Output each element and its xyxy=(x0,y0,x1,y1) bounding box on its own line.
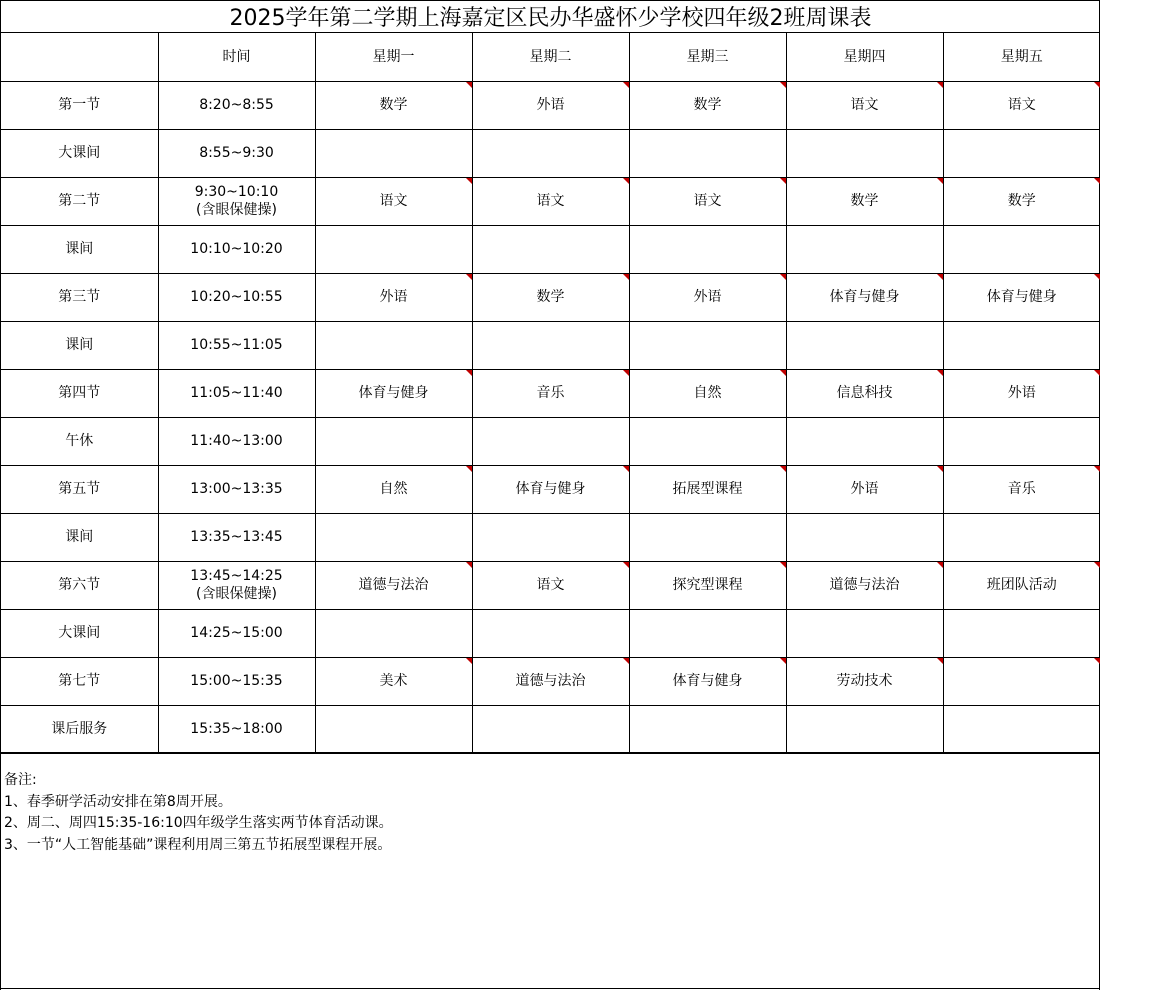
subject-text: 数学 xyxy=(379,97,408,113)
comment-indicator-icon[interactable] xyxy=(623,658,629,664)
comment-indicator-icon[interactable] xyxy=(466,82,472,88)
period-time: 13:45~14:25 xyxy=(190,568,283,584)
notes-heading: 备注: xyxy=(4,772,37,788)
period-time: 10:20~10:55 xyxy=(190,289,283,305)
header-time[interactable]: 时间 xyxy=(158,33,315,81)
timetable-row xyxy=(1,705,1100,753)
period-time: 10:10~10:20 xyxy=(190,241,283,257)
subject-cell-fri[interactable] xyxy=(943,513,1100,561)
comment-indicator-icon[interactable] xyxy=(780,178,786,184)
subject-cell-tue[interactable] xyxy=(472,513,629,561)
subject-cell-tue[interactable] xyxy=(472,81,629,129)
subject-cell-mon[interactable] xyxy=(315,177,472,225)
comment-indicator-icon[interactable] xyxy=(937,178,943,184)
subject-text: 体育与健身 xyxy=(672,673,743,689)
notes-section[interactable] xyxy=(1,769,1100,989)
subject-text: 道德与法治 xyxy=(515,673,586,689)
subject-cell-thu[interactable] xyxy=(786,705,943,753)
subject-text: 数学 xyxy=(1007,193,1036,209)
subject-cell-wed[interactable] xyxy=(629,321,786,369)
period-label-cell[interactable]: 第七节 xyxy=(1,657,158,705)
comment-indicator-icon[interactable] xyxy=(1094,178,1100,184)
period-time: 15:00~15:35 xyxy=(190,673,283,689)
subject-cell-thu[interactable] xyxy=(786,129,943,177)
comment-indicator-icon[interactable] xyxy=(937,658,943,664)
period-time: 11:05~11:40 xyxy=(190,385,283,401)
period-label-cell[interactable]: 课间 xyxy=(1,321,158,369)
subject-cell-fri[interactable] xyxy=(943,273,1100,321)
subject-cell-thu[interactable] xyxy=(786,81,943,129)
comment-indicator-icon[interactable] xyxy=(780,466,786,472)
period-label-cell[interactable]: 大课间 xyxy=(1,129,158,177)
header-day-fri[interactable]: 星期五 xyxy=(943,33,1100,81)
timetable-row xyxy=(1,513,1100,561)
period-time-cell[interactable] xyxy=(158,369,315,417)
period-time-cell[interactable] xyxy=(158,177,315,225)
corner-cell[interactable] xyxy=(1,33,158,81)
timetable-row xyxy=(1,273,1100,321)
timetable-row xyxy=(1,81,1100,129)
subject-cell-mon[interactable] xyxy=(315,81,472,129)
period-time-cell[interactable] xyxy=(158,81,315,129)
period-time-cell[interactable] xyxy=(158,657,315,705)
subject-cell-wed[interactable] xyxy=(629,177,786,225)
period-time-cell[interactable] xyxy=(158,321,315,369)
subject-cell-thu[interactable] xyxy=(786,657,943,705)
subject-text: 语文 xyxy=(379,193,408,209)
subject-cell-thu[interactable] xyxy=(786,561,943,609)
comment-indicator-icon[interactable] xyxy=(623,370,629,376)
period-label-cell[interactable]: 第六节 xyxy=(1,561,158,609)
subject-text: 自然 xyxy=(693,385,722,401)
timetable-row xyxy=(1,609,1100,657)
header-row xyxy=(1,33,1100,81)
subject-cell-thu[interactable] xyxy=(786,321,943,369)
subject-cell-mon[interactable] xyxy=(315,369,472,417)
comment-indicator-icon[interactable] xyxy=(937,466,943,472)
comment-indicator-icon[interactable] xyxy=(937,562,943,568)
timetable-row xyxy=(1,369,1100,417)
subject-text: 外语 xyxy=(1007,385,1036,401)
subject-cell-mon[interactable] xyxy=(315,465,472,513)
period-time-cell[interactable] xyxy=(158,705,315,753)
comment-indicator-icon[interactable] xyxy=(1094,658,1100,664)
subject-cell-mon[interactable] xyxy=(315,225,472,273)
period-time: 9:30~10:10 xyxy=(194,184,279,200)
period-time: 8:55~9:30 xyxy=(199,145,274,161)
note-item: 1、春季研学活动安排在第8周开展。 xyxy=(4,793,232,810)
subject-cell-tue[interactable] xyxy=(472,561,629,609)
subject-cell-mon[interactable] xyxy=(315,417,472,465)
subject-cell-tue[interactable] xyxy=(472,129,629,177)
comment-indicator-icon[interactable] xyxy=(780,82,786,88)
comment-indicator-icon[interactable] xyxy=(780,658,786,664)
subject-cell-fri[interactable] xyxy=(943,417,1100,465)
subject-cell-wed[interactable] xyxy=(629,705,786,753)
period-time-cell[interactable] xyxy=(158,465,315,513)
comment-indicator-icon[interactable] xyxy=(1094,562,1100,568)
subject-text: 数学 xyxy=(850,193,879,209)
note-item: 3、一节“人工智能基础”课程利用周三第五节拓展型课程开展。 xyxy=(4,836,392,853)
subject-cell-thu[interactable] xyxy=(786,609,943,657)
subject-cell-mon[interactable] xyxy=(315,705,472,753)
comment-indicator-icon[interactable] xyxy=(1094,466,1100,472)
subject-cell-fri[interactable] xyxy=(943,225,1100,273)
subject-cell-tue[interactable] xyxy=(472,273,629,321)
subject-text: 数学 xyxy=(693,97,722,113)
period-time: 15:35~18:00 xyxy=(190,720,283,737)
subject-cell-tue[interactable] xyxy=(472,177,629,225)
subject-text: 道德与法治 xyxy=(358,577,429,593)
period-label-cell[interactable]: 第一节 xyxy=(1,81,158,129)
subject-text: 外语 xyxy=(693,289,722,305)
period-time: 13:35~13:45 xyxy=(190,529,283,545)
comment-indicator-icon[interactable] xyxy=(1094,82,1100,88)
timetable-row xyxy=(1,465,1100,513)
comment-indicator-icon[interactable] xyxy=(466,658,472,664)
subject-cell-tue[interactable] xyxy=(472,417,629,465)
subject-cell-mon[interactable] xyxy=(315,273,472,321)
subject-cell-wed[interactable] xyxy=(629,273,786,321)
subject-text: 道德与法治 xyxy=(829,577,900,593)
subject-cell-fri[interactable] xyxy=(943,177,1100,225)
subject-cell-mon[interactable] xyxy=(315,321,472,369)
subject-cell-thu[interactable] xyxy=(786,417,943,465)
comment-indicator-icon[interactable] xyxy=(1094,274,1100,280)
subject-text: 语文 xyxy=(693,193,722,209)
subject-cell-tue[interactable] xyxy=(472,465,629,513)
subject-cell-fri[interactable] xyxy=(943,129,1100,177)
period-time-cell[interactable] xyxy=(158,561,315,609)
subject-cell-wed[interactable] xyxy=(629,369,786,417)
comment-indicator-icon[interactable] xyxy=(1094,370,1100,376)
subject-cell-tue[interactable] xyxy=(472,369,629,417)
subject-cell-thu[interactable] xyxy=(786,225,943,273)
period-label-cell[interactable]: 课后服务 xyxy=(1,705,158,753)
subject-cell-fri[interactable] xyxy=(943,609,1100,657)
header-day-mon[interactable]: 星期一 xyxy=(315,33,472,81)
header-day-thu[interactable]: 星期四 xyxy=(786,33,943,81)
comment-indicator-icon[interactable] xyxy=(780,370,786,376)
subject-text: 语文 xyxy=(1007,97,1036,113)
comment-indicator-icon[interactable] xyxy=(623,466,629,472)
timetable-row xyxy=(1,417,1100,465)
subject-cell-wed[interactable] xyxy=(629,513,786,561)
period-time-cell[interactable] xyxy=(158,225,315,273)
subject-cell-wed[interactable] xyxy=(629,561,786,609)
period-label-cell[interactable]: 第二节 xyxy=(1,177,158,225)
subject-cell-thu[interactable] xyxy=(786,273,943,321)
timetable-row xyxy=(1,225,1100,273)
subject-cell-wed[interactable] xyxy=(629,129,786,177)
header-day-wed[interactable]: 星期三 xyxy=(629,33,786,81)
subject-cell-tue[interactable] xyxy=(472,705,629,753)
period-time-cell[interactable] xyxy=(158,417,315,465)
comment-indicator-icon[interactable] xyxy=(623,178,629,184)
subject-text: 外语 xyxy=(379,289,408,305)
subject-cell-fri[interactable] xyxy=(943,705,1100,753)
subject-cell-wed[interactable] xyxy=(629,465,786,513)
subject-text: 语文 xyxy=(536,577,565,593)
period-time: 8:20~8:55 xyxy=(199,97,274,113)
subject-text: 自然 xyxy=(379,481,408,497)
comment-indicator-icon[interactable] xyxy=(466,466,472,472)
subject-cell-mon[interactable] xyxy=(315,513,472,561)
period-time-cell[interactable] xyxy=(158,129,315,177)
subject-text: 体育与健身 xyxy=(829,289,900,305)
comment-indicator-icon[interactable] xyxy=(780,562,786,568)
comment-indicator-icon[interactable] xyxy=(466,370,472,376)
subject-text: 信息科技 xyxy=(836,385,893,401)
period-time: 11:40~13:00 xyxy=(190,433,283,449)
subject-cell-fri[interactable] xyxy=(943,321,1100,369)
comment-indicator-icon[interactable] xyxy=(466,178,472,184)
subject-text: 外语 xyxy=(850,481,879,497)
subject-cell-fri[interactable] xyxy=(943,81,1100,129)
timetable-row xyxy=(1,129,1100,177)
comment-indicator-icon[interactable] xyxy=(623,274,629,280)
timetable-row xyxy=(1,177,1100,225)
period-time-cell[interactable] xyxy=(158,609,315,657)
timetable-row xyxy=(1,561,1100,609)
subject-cell-tue[interactable] xyxy=(472,609,629,657)
subject-cell-mon[interactable] xyxy=(315,657,472,705)
subject-text: 音乐 xyxy=(536,385,565,401)
sheet-title: 2025学年第二学期上海嘉定区民办华盛怀少学校四年级2班周课表 xyxy=(1,0,1100,33)
subject-cell-wed[interactable] xyxy=(629,81,786,129)
subject-text: 语文 xyxy=(536,193,565,209)
subject-text: 数学 xyxy=(536,289,565,305)
subject-text: 语文 xyxy=(850,97,879,113)
subject-cell-mon[interactable] xyxy=(315,561,472,609)
subject-cell-fri[interactable] xyxy=(943,561,1100,609)
period-label-cell[interactable]: 第四节 xyxy=(1,369,158,417)
timetable-row xyxy=(1,657,1100,705)
subject-text: 劳动技术 xyxy=(836,673,893,689)
header-day-tue[interactable]: 星期二 xyxy=(472,33,629,81)
subject-text: 拓展型课程 xyxy=(672,481,743,497)
period-time: 13:00~13:35 xyxy=(190,481,283,497)
subject-text: 体育与健身 xyxy=(986,289,1057,305)
period-label-cell[interactable]: 第三节 xyxy=(1,273,158,321)
period-label-cell[interactable]: 课间 xyxy=(1,225,158,273)
period-time-note: (含眼保健操) xyxy=(196,586,277,602)
subject-text: 音乐 xyxy=(1007,481,1036,497)
subject-cell-wed[interactable] xyxy=(629,417,786,465)
period-label-cell[interactable]: 午休 xyxy=(1,417,158,465)
comment-indicator-icon[interactable] xyxy=(623,82,629,88)
subject-cell-wed[interactable] xyxy=(629,225,786,273)
subject-cell-tue[interactable] xyxy=(472,321,629,369)
subject-cell-mon[interactable] xyxy=(315,609,472,657)
period-time-cell[interactable] xyxy=(158,273,315,321)
subject-cell-fri[interactable] xyxy=(943,465,1100,513)
subject-cell-tue[interactable] xyxy=(472,657,629,705)
comment-indicator-icon[interactable] xyxy=(466,274,472,280)
subject-text: 探究型课程 xyxy=(672,577,743,593)
subject-text: 体育与健身 xyxy=(515,481,586,497)
subject-cell-wed[interactable] xyxy=(629,609,786,657)
period-time-note: (含眼保健操) xyxy=(196,202,277,218)
subject-text: 美术 xyxy=(379,673,408,689)
period-label-cell[interactable]: 课间 xyxy=(1,513,158,561)
comment-indicator-icon[interactable] xyxy=(780,274,786,280)
timetable-row xyxy=(1,321,1100,369)
subject-cell-thu[interactable] xyxy=(786,177,943,225)
subject-cell-wed[interactable] xyxy=(629,657,786,705)
period-time: 10:55~11:05 xyxy=(190,337,283,353)
subject-text: 外语 xyxy=(536,97,565,113)
comment-indicator-icon[interactable] xyxy=(937,82,943,88)
subject-cell-mon[interactable] xyxy=(315,129,472,177)
period-label-cell[interactable]: 第五节 xyxy=(1,465,158,513)
note-item: 2、周二、周四15:35-16:10四年级学生落实两节体育活动课。 xyxy=(4,815,393,831)
subject-cell-fri[interactable] xyxy=(943,657,1100,705)
period-time-cell[interactable] xyxy=(158,513,315,561)
timetable xyxy=(1,33,1100,754)
subject-cell-thu[interactable] xyxy=(786,369,943,417)
period-label-cell[interactable]: 大课间 xyxy=(1,609,158,657)
comment-indicator-icon[interactable] xyxy=(623,562,629,568)
comment-indicator-icon[interactable] xyxy=(937,370,943,376)
subject-cell-thu[interactable] xyxy=(786,465,943,513)
subject-cell-thu[interactable] xyxy=(786,513,943,561)
comment-indicator-icon[interactable] xyxy=(466,562,472,568)
subject-text: 班团队活动 xyxy=(986,577,1057,593)
subject-text: 体育与健身 xyxy=(358,385,429,401)
subject-cell-tue[interactable] xyxy=(472,225,629,273)
subject-cell-fri[interactable] xyxy=(943,369,1100,417)
comment-indicator-icon[interactable] xyxy=(937,274,943,280)
period-time: 14:25~15:00 xyxy=(190,625,283,641)
